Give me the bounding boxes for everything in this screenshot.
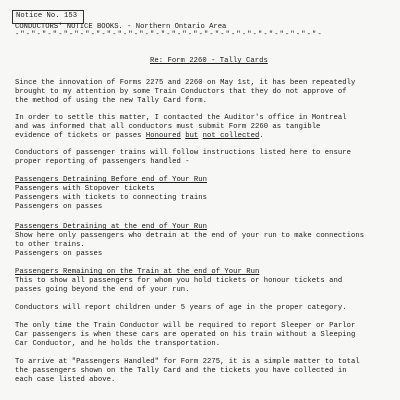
closing-sleeper-line: Car Conductor, and he holds the transportation.: [15, 340, 221, 348]
paragraph-1-line: Since the innovation of Forms 2275 and 2260 on May 1st, it has been repeatedly: [15, 79, 356, 87]
but-text: but: [185, 132, 199, 140]
closing-total-line: each case listed above.: [15, 376, 116, 384]
header-rule: -"-"-"-"-"-"-"-"-"-"-"-"-"-"-"-"-"-"-"-"-"-"-"-"-"-"-"-"-: [15, 31, 323, 39]
paragraph-3-line: proper reporting of passengers handled -: [15, 158, 190, 166]
section-3-line: This to show all passengers for whom you hold tickets or honour tickets and: [15, 277, 343, 285]
paragraph-2-line: In order to settle this matter, I contacted the Auditor's office in Montreal: [15, 114, 347, 122]
section-1-line: Passengers with tickets to connecting trains: [15, 194, 207, 202]
section-2-line: to other trains.: [15, 241, 85, 249]
section-1-line: Passengers with Stopover tickets: [15, 185, 155, 193]
section-2-title: Passengers Detraining at the end of Your Run: [15, 223, 207, 231]
section-1-line: Passengers on passes: [15, 203, 103, 211]
subject-line: Re: Form 2260 - Tally Cards: [150, 57, 268, 65]
honoured-text: Honoured: [145, 132, 181, 140]
section-3-line: passes going beyond the end of your run.: [15, 286, 190, 294]
paragraph-2-line: and was informed that all conductors must submit Form 2260 as tangible: [15, 123, 321, 131]
closing-total-line: the passengers shown on the Tally Card and the tickets you have collected in: [15, 367, 347, 375]
closing-children-line: Conductors will report children under 5 years of age in the proper category.: [15, 304, 347, 312]
paragraph-1-line: brought to my attention by some Train Conductors that they do not approve of: [15, 88, 347, 96]
notice-header: CONDUCTORS' NOTICE BOOKS. - Northern Ontario Area: [15, 23, 227, 31]
section-3-title: Passengers Remaining on the Train at the end of Your Run: [15, 268, 260, 276]
paragraph-2-text: evidence of tickets or passes: [15, 132, 142, 140]
closing-total-line: To arrive at "Passengers Handled" for Form 2275, it is a simple matter to total: [15, 358, 360, 366]
not-collected-text: not collected: [202, 132, 260, 140]
period-text: .: [259, 132, 264, 140]
paragraph-2-last-line: [15, 132, 264, 141]
section-2-line: Passengers on passes: [15, 250, 103, 258]
notice-number: Notice No. 153: [16, 12, 78, 20]
section-1-title: Passengers Detraining Before end of Your Run: [15, 176, 207, 184]
paragraph-3-line: Conductors of passenger trains will follow instructions listed here to ensure: [15, 149, 351, 157]
closing-sleeper-line: The only time the Train Conductor will be required to report Sleeper or Parlor: [15, 322, 356, 330]
paragraph-1-line: the method of using the new Tally Card form.: [15, 97, 207, 105]
section-2-line: Show here only passengers who detrain at the end of your run to make connections: [15, 232, 365, 240]
closing-sleeper-line: Car passengers is when these cars are operated on his train without a Sleeping: [15, 331, 356, 339]
